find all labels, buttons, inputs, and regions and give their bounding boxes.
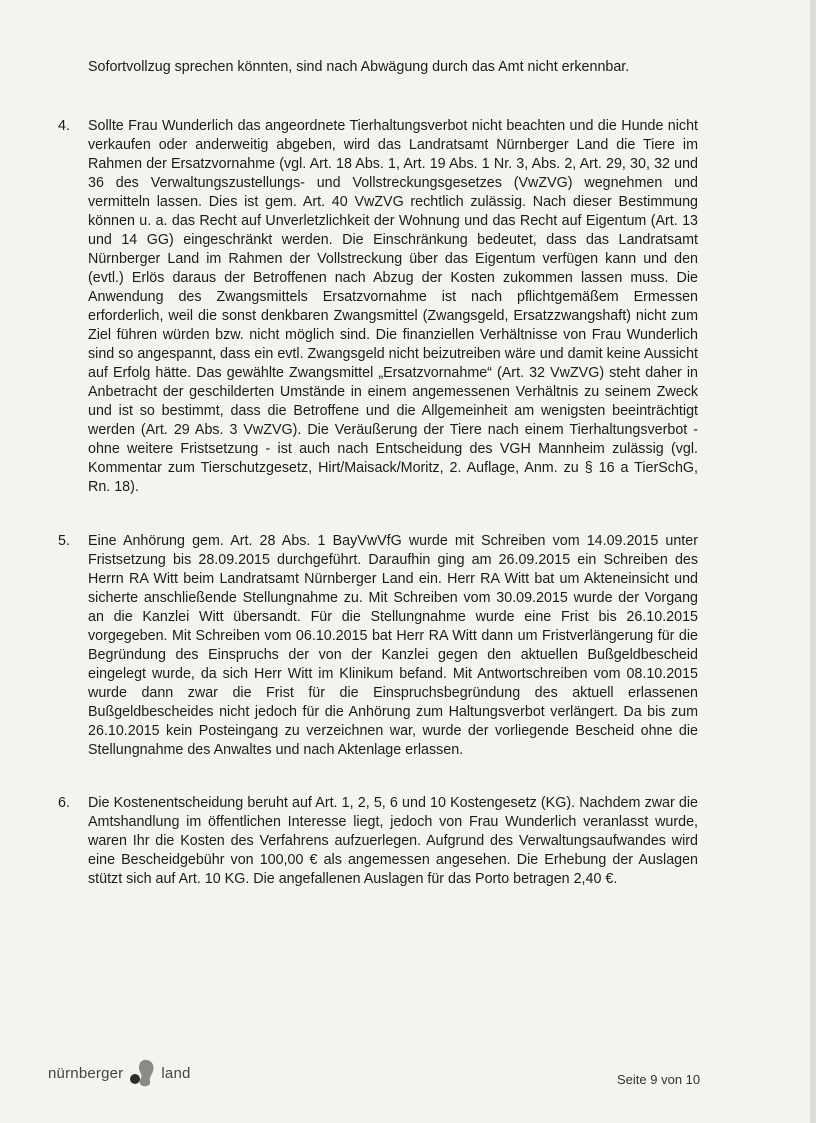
page-number: Seite 9 von 10 <box>617 1072 701 1087</box>
list-item-number: 6. <box>58 795 70 811</box>
logo-text-left: nürnberger <box>48 1064 124 1082</box>
logo-text-right: land <box>161 1064 191 1082</box>
list-item-text: Sollte Frau Wunderlich das angeordnete Tierhaltungsverbot nicht beachten und die Hunde nicht verkaufen oder anderweitig abgeben, wird das Landratsamt Nürnberger Land die Tiere im Rahmen der Ersatzvornahme (vgl. Art. 18 Abs. 1, Art. 19 Abs. 1 Nr. 3, Abs. 2, Art. 29, 30, 32 und 36 des Verwaltungszustellungs- und Vollstreckungsgesetzes (VwZVG) wegnehmen und vermitteln lassen. Dies ist gem. Art. 40 VwZVG rechtlich zulässig. Nach dieser Bestimmung können u. a. das Recht auf Unverletzlichkeit der Wohnung und das Recht auf Eigentum (Art. 13 und 14 GG) eingeschränkt werden. Die Einschränkung bedeutet, dass das Landratsamt Nürnberger Land im Rahmen der Vollstreckung über das Eigentum verfügen kann und den (evtl.) Erlös daraus der Betroffenen nach Abzug der Kosten zukommen lassen muss. Die Anwendung des Zwangsmittels Ersatzvornahme ist nach pflichtgemäßem Ermessen erforderlich, weil die sonst denkbaren Zwangsmittel (Zwangsgeld, Ersatzzwangshaft) nicht zum Ziel führen würden bzw. nicht möglich sind. Die finanziellen Verhältnisse von Frau Wunderlich sind so angespannt, dass ein evtl. Zwangsgeld nicht beizutreiben wäre und damit keine Aussicht auf Erfolg hätte. Das gewählte Zwangsmittel „Ersatzvornahme“ (Art. 32 VwZVG) steht daher in Anbetracht der geschilderten Umstände in einem angemessenen Verhältnis zu seinem Zweck und ist so bestimmt, dass die Betroffene und die Allgemeinheit am wenigsten beeinträchtigt werden (Art. 29 Abs. 3 VwZVG). Die Veräußerung der Tiere nach einem Tierhaltungsverbot - ohne weitere Fristsetzung - ist auch nach Entscheidung des VGH Mannheim zulässig (vgl. Kommentar zum Tierschutzgesetz, Hirt/Maisack/Moritz, 2. Auflage, Anm. zu § 16 a TierSchG, Rn. 18). <box>88 118 698 495</box>
list-item <box>58 117 698 497</box>
list-item <box>58 532 698 760</box>
list-item-text: Die Kostenentscheidung beruht auf Art. 1, 2, 5, 6 und 10 Kostengesetz (KG). Nachdem zwar die Amtshandlung im öffentlichen Interesse liegt, jedoch von Frau Wunderlich veranlasst wurde, waren Ihr die Kosten des Verfahrens aufzuerlegen. Aufgrund des Verwaltungsaufwandes wird eine Bescheidgebühr von 100,00 € als angemessen angesehen. Die Erhebung der Auslagen stützt sich auf Art. 10 KG. Die angefallenen Auslagen für das Porto betragen 2,40 €. <box>88 795 698 887</box>
footer-logo <box>48 1058 191 1088</box>
region-logo-icon <box>127 1058 157 1088</box>
continuation-paragraph: Sofortvollzug sprechen könnten, sind nach Abwägung durch das Amt nicht erkennbar. <box>88 59 630 75</box>
list-item <box>58 794 698 889</box>
page-edge <box>810 0 816 1123</box>
list-item-number: 5. <box>58 533 70 549</box>
list-item-number: 4. <box>58 118 70 134</box>
list-item-text: Eine Anhörung gem. Art. 28 Abs. 1 BayVwVfG wurde mit Schreiben vom 14.09.2015 unter Fristsetzung bis 28.09.2015 durchgeführt. Daraufhin ging am 26.09.2015 ein Schreiben des Herrn RA Witt beim Landratsamt Nürnberger Land ein. Herr RA Witt bat um Akteneinsicht und sicherte anschließende Stellungnahme zu. Mit Schreiben vom 30.09.2015 wurde der Vorgang an die Kanzlei Witt übersandt. Für die Stellungnahme wurde eine Frist bis 26.10.2015 vorgegeben. Mit Schreiben vom 06.10.2015 bat Herr RA Witt dann um Fristverlängerung für die Begründung des Einspruchs der von der Kanzlei gegen den aktuellen Bußgeldbescheid eingelegt wurde, da sich Herr Witt im Klinikum befand. Mit Antwortschreiben vom 08.10.2015 wurde dann zwar die Frist für die Einspruchsbegründung des aktuell erlassenen Bußgeldbescheides nicht jedoch für die Anhörung zum Haltungsverbot verlängert. Da bis zum 26.10.2015 kein Posteingang zu verzeichnen war, wurde der vorliegende Bescheid ohne die Stellungnahme des Anwaltes und nach Aktenlage erlassen. <box>88 533 698 758</box>
